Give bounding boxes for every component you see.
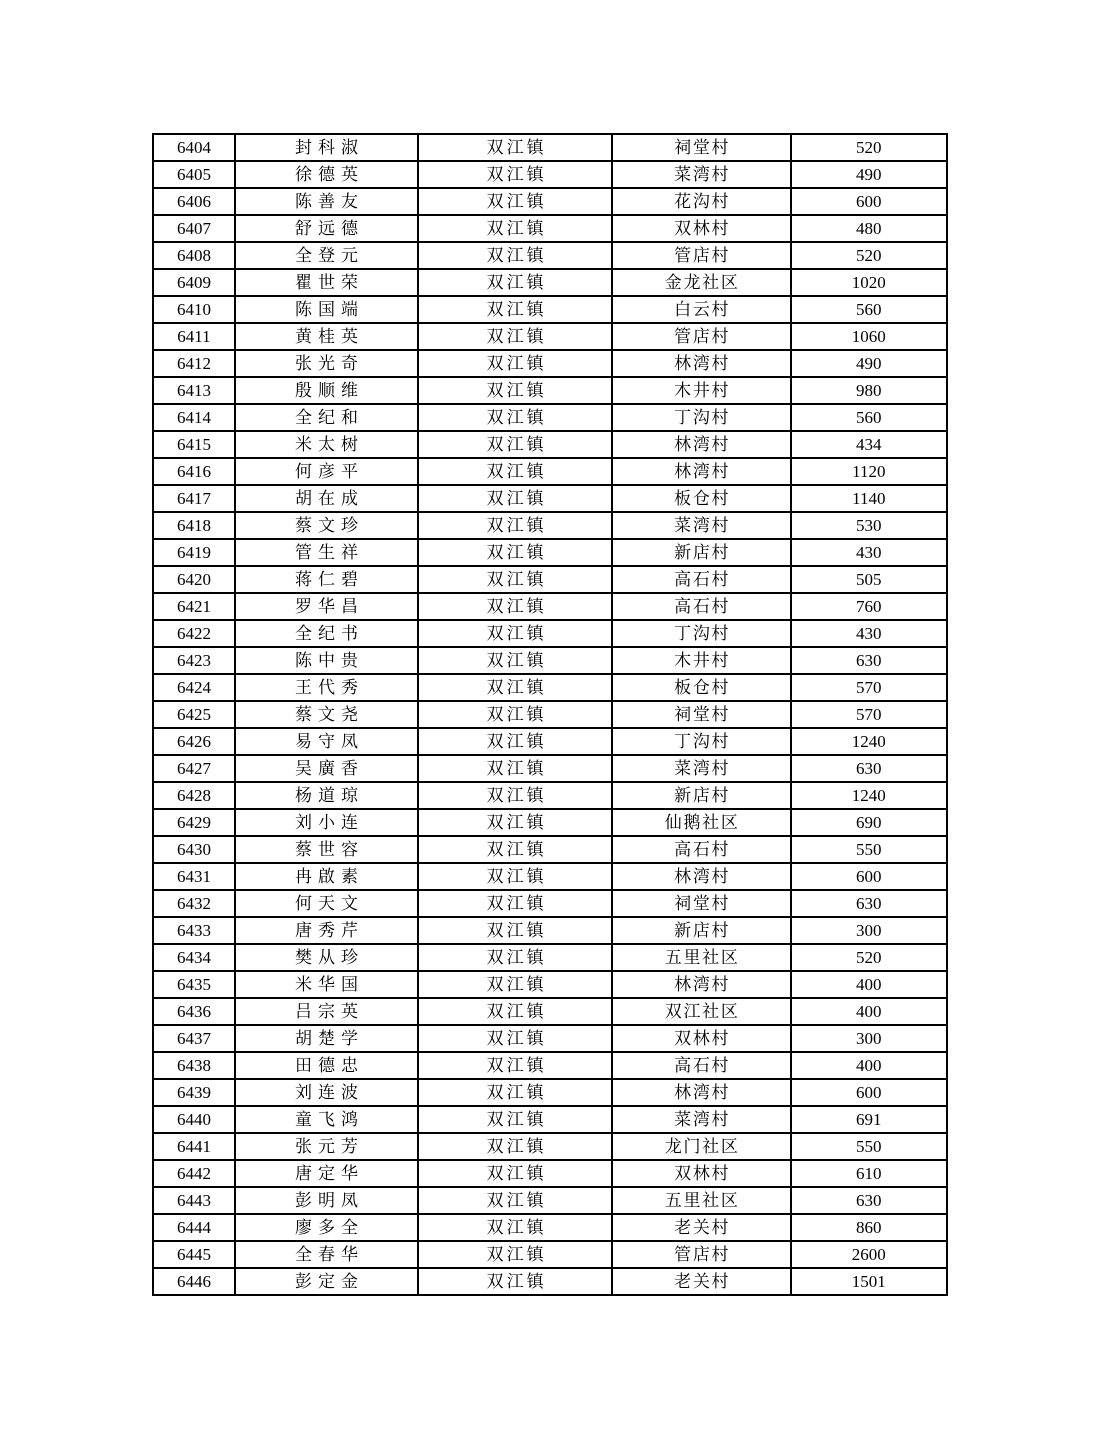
cell-name: 刘连波 bbox=[235, 1079, 418, 1106]
cell-serial: 6441 bbox=[153, 1133, 235, 1160]
cell-town: 双江镇 bbox=[418, 1241, 612, 1268]
cell-serial: 6411 bbox=[153, 323, 235, 350]
cell-serial: 6439 bbox=[153, 1079, 235, 1106]
cell-serial: 6409 bbox=[153, 269, 235, 296]
cell-serial: 6425 bbox=[153, 701, 235, 728]
cell-name: 封科淑 bbox=[235, 134, 418, 161]
cell-village: 白云村 bbox=[612, 296, 790, 323]
cell-town: 双江镇 bbox=[418, 431, 612, 458]
table-row bbox=[153, 350, 947, 377]
table-row bbox=[153, 1106, 947, 1133]
cell-serial: 6404 bbox=[153, 134, 235, 161]
table-row bbox=[153, 593, 947, 620]
cell-amount: 630 bbox=[791, 890, 947, 917]
cell-town: 双江镇 bbox=[418, 836, 612, 863]
cell-serial: 6436 bbox=[153, 998, 235, 1025]
cell-amount: 520 bbox=[791, 134, 947, 161]
cell-town: 双江镇 bbox=[418, 1268, 612, 1295]
cell-town: 双江镇 bbox=[418, 620, 612, 647]
cell-town: 双江镇 bbox=[418, 188, 612, 215]
cell-village: 新店村 bbox=[612, 917, 790, 944]
cell-serial: 6428 bbox=[153, 782, 235, 809]
cell-village: 丁沟村 bbox=[612, 404, 790, 431]
cell-serial: 6440 bbox=[153, 1106, 235, 1133]
cell-name: 张元芳 bbox=[235, 1133, 418, 1160]
table-row bbox=[153, 215, 947, 242]
cell-village: 五里社区 bbox=[612, 1187, 790, 1214]
cell-serial: 6412 bbox=[153, 350, 235, 377]
cell-village: 林湾村 bbox=[612, 431, 790, 458]
cell-name: 吴廣香 bbox=[235, 755, 418, 782]
cell-name: 瞿世荣 bbox=[235, 269, 418, 296]
cell-village: 新店村 bbox=[612, 539, 790, 566]
table-row bbox=[153, 728, 947, 755]
table-row bbox=[153, 566, 947, 593]
cell-amount: 691 bbox=[791, 1106, 947, 1133]
cell-town: 双江镇 bbox=[418, 350, 612, 377]
cell-amount: 600 bbox=[791, 188, 947, 215]
cell-amount: 560 bbox=[791, 296, 947, 323]
cell-town: 双江镇 bbox=[418, 296, 612, 323]
cell-village: 双林村 bbox=[612, 1025, 790, 1052]
cell-name: 全登元 bbox=[235, 242, 418, 269]
cell-amount: 980 bbox=[791, 377, 947, 404]
table-row bbox=[153, 1187, 947, 1214]
cell-name: 蔡文尧 bbox=[235, 701, 418, 728]
cell-village: 板仓村 bbox=[612, 674, 790, 701]
cell-serial: 6416 bbox=[153, 458, 235, 485]
table-row bbox=[153, 917, 947, 944]
table-row bbox=[153, 755, 947, 782]
cell-serial: 6424 bbox=[153, 674, 235, 701]
cell-name: 唐定华 bbox=[235, 1160, 418, 1187]
cell-serial: 6406 bbox=[153, 188, 235, 215]
cell-town: 双江镇 bbox=[418, 998, 612, 1025]
table-row bbox=[153, 512, 947, 539]
cell-amount: 300 bbox=[791, 917, 947, 944]
cell-amount: 600 bbox=[791, 863, 947, 890]
table-row bbox=[153, 296, 947, 323]
cell-village: 菜湾村 bbox=[612, 512, 790, 539]
cell-village: 新店村 bbox=[612, 782, 790, 809]
cell-serial: 6429 bbox=[153, 809, 235, 836]
cell-name: 蒋仁碧 bbox=[235, 566, 418, 593]
table-row bbox=[153, 809, 947, 836]
cell-name: 米太树 bbox=[235, 431, 418, 458]
cell-village: 老关村 bbox=[612, 1214, 790, 1241]
cell-town: 双江镇 bbox=[418, 647, 612, 674]
cell-name: 陈善友 bbox=[235, 188, 418, 215]
table-row bbox=[153, 1214, 947, 1241]
cell-village: 木井村 bbox=[612, 377, 790, 404]
cell-name: 陈国端 bbox=[235, 296, 418, 323]
table-row bbox=[153, 1025, 947, 1052]
cell-village: 管店村 bbox=[612, 323, 790, 350]
table-row bbox=[153, 782, 947, 809]
cell-amount: 570 bbox=[791, 701, 947, 728]
cell-serial: 6421 bbox=[153, 593, 235, 620]
table-row bbox=[153, 242, 947, 269]
cell-town: 双江镇 bbox=[418, 1214, 612, 1241]
table-row bbox=[153, 863, 947, 890]
cell-amount: 630 bbox=[791, 755, 947, 782]
cell-amount: 1060 bbox=[791, 323, 947, 350]
cell-amount: 520 bbox=[791, 242, 947, 269]
cell-village: 双林村 bbox=[612, 1160, 790, 1187]
cell-town: 双江镇 bbox=[418, 134, 612, 161]
cell-village: 木井村 bbox=[612, 647, 790, 674]
cell-village: 林湾村 bbox=[612, 863, 790, 890]
cell-village: 管店村 bbox=[612, 242, 790, 269]
table-row bbox=[153, 431, 947, 458]
table-row bbox=[153, 1160, 947, 1187]
table-row bbox=[153, 485, 947, 512]
cell-serial: 6445 bbox=[153, 1241, 235, 1268]
table-row bbox=[153, 674, 947, 701]
cell-town: 双江镇 bbox=[418, 701, 612, 728]
cell-town: 双江镇 bbox=[418, 566, 612, 593]
cell-name: 彭明凤 bbox=[235, 1187, 418, 1214]
cell-name: 王代秀 bbox=[235, 674, 418, 701]
cell-village: 管店村 bbox=[612, 1241, 790, 1268]
cell-name: 廖多全 bbox=[235, 1214, 418, 1241]
cell-name: 唐秀芹 bbox=[235, 917, 418, 944]
cell-town: 双江镇 bbox=[418, 1106, 612, 1133]
cell-village: 仙鹅社区 bbox=[612, 809, 790, 836]
table-row bbox=[153, 269, 947, 296]
cell-name: 田德忠 bbox=[235, 1052, 418, 1079]
table-body bbox=[153, 134, 947, 1295]
cell-town: 双江镇 bbox=[418, 242, 612, 269]
cell-amount: 1140 bbox=[791, 485, 947, 512]
cell-name: 蔡世容 bbox=[235, 836, 418, 863]
cell-name: 张光奇 bbox=[235, 350, 418, 377]
cell-serial: 6419 bbox=[153, 539, 235, 566]
records-table bbox=[152, 133, 948, 1296]
cell-amount: 480 bbox=[791, 215, 947, 242]
table-row bbox=[153, 836, 947, 863]
cell-town: 双江镇 bbox=[418, 917, 612, 944]
cell-town: 双江镇 bbox=[418, 377, 612, 404]
cell-town: 双江镇 bbox=[418, 1160, 612, 1187]
cell-amount: 490 bbox=[791, 350, 947, 377]
cell-serial: 6443 bbox=[153, 1187, 235, 1214]
cell-town: 双江镇 bbox=[418, 674, 612, 701]
cell-name: 何彦平 bbox=[235, 458, 418, 485]
cell-serial: 6427 bbox=[153, 755, 235, 782]
cell-amount: 1501 bbox=[791, 1268, 947, 1295]
cell-village: 双林村 bbox=[612, 215, 790, 242]
cell-amount: 1020 bbox=[791, 269, 947, 296]
cell-town: 双江镇 bbox=[418, 944, 612, 971]
cell-town: 双江镇 bbox=[418, 971, 612, 998]
cell-town: 双江镇 bbox=[418, 1052, 612, 1079]
cell-village: 高石村 bbox=[612, 593, 790, 620]
cell-town: 双江镇 bbox=[418, 458, 612, 485]
cell-amount: 430 bbox=[791, 620, 947, 647]
cell-village: 老关村 bbox=[612, 1268, 790, 1295]
cell-name: 何天文 bbox=[235, 890, 418, 917]
cell-amount: 2600 bbox=[791, 1241, 947, 1268]
cell-serial: 6413 bbox=[153, 377, 235, 404]
cell-name: 全春华 bbox=[235, 1241, 418, 1268]
cell-village: 林湾村 bbox=[612, 458, 790, 485]
cell-village: 林湾村 bbox=[612, 971, 790, 998]
cell-town: 双江镇 bbox=[418, 755, 612, 782]
cell-serial: 6438 bbox=[153, 1052, 235, 1079]
cell-serial: 6426 bbox=[153, 728, 235, 755]
cell-town: 双江镇 bbox=[418, 323, 612, 350]
table-row bbox=[153, 971, 947, 998]
table-row bbox=[153, 539, 947, 566]
cell-amount: 400 bbox=[791, 998, 947, 1025]
cell-serial: 6433 bbox=[153, 917, 235, 944]
cell-serial: 6446 bbox=[153, 1268, 235, 1295]
cell-town: 双江镇 bbox=[418, 404, 612, 431]
cell-amount: 560 bbox=[791, 404, 947, 431]
cell-town: 双江镇 bbox=[418, 1133, 612, 1160]
cell-name: 杨道琼 bbox=[235, 782, 418, 809]
cell-name: 黄桂英 bbox=[235, 323, 418, 350]
cell-name: 殷顺维 bbox=[235, 377, 418, 404]
cell-serial: 6407 bbox=[153, 215, 235, 242]
cell-amount: 530 bbox=[791, 512, 947, 539]
cell-village: 龙门社区 bbox=[612, 1133, 790, 1160]
cell-serial: 6410 bbox=[153, 296, 235, 323]
cell-village: 菜湾村 bbox=[612, 1106, 790, 1133]
cell-town: 双江镇 bbox=[418, 1025, 612, 1052]
cell-name: 冉啟素 bbox=[235, 863, 418, 890]
cell-village: 高石村 bbox=[612, 566, 790, 593]
cell-serial: 6414 bbox=[153, 404, 235, 431]
cell-name: 胡楚学 bbox=[235, 1025, 418, 1052]
cell-town: 双江镇 bbox=[418, 485, 612, 512]
cell-town: 双江镇 bbox=[418, 269, 612, 296]
cell-amount: 520 bbox=[791, 944, 947, 971]
cell-amount: 570 bbox=[791, 674, 947, 701]
cell-town: 双江镇 bbox=[418, 215, 612, 242]
cell-amount: 400 bbox=[791, 1052, 947, 1079]
cell-amount: 300 bbox=[791, 1025, 947, 1052]
cell-town: 双江镇 bbox=[418, 512, 612, 539]
cell-village: 丁沟村 bbox=[612, 728, 790, 755]
table-row bbox=[153, 1133, 947, 1160]
cell-name: 米华国 bbox=[235, 971, 418, 998]
cell-name: 胡在成 bbox=[235, 485, 418, 512]
cell-name: 陈中贵 bbox=[235, 647, 418, 674]
cell-serial: 6435 bbox=[153, 971, 235, 998]
cell-amount: 630 bbox=[791, 1187, 947, 1214]
table-row bbox=[153, 620, 947, 647]
cell-serial: 6431 bbox=[153, 863, 235, 890]
cell-town: 双江镇 bbox=[418, 1079, 612, 1106]
cell-village: 菜湾村 bbox=[612, 755, 790, 782]
cell-village: 高石村 bbox=[612, 1052, 790, 1079]
cell-serial: 6442 bbox=[153, 1160, 235, 1187]
cell-name: 吕宗英 bbox=[235, 998, 418, 1025]
table-row bbox=[153, 1079, 947, 1106]
cell-amount: 1120 bbox=[791, 458, 947, 485]
cell-village: 林湾村 bbox=[612, 1079, 790, 1106]
cell-name: 舒远德 bbox=[235, 215, 418, 242]
cell-amount: 430 bbox=[791, 539, 947, 566]
cell-serial: 6420 bbox=[153, 566, 235, 593]
cell-serial: 6430 bbox=[153, 836, 235, 863]
cell-town: 双江镇 bbox=[418, 809, 612, 836]
table-row bbox=[153, 458, 947, 485]
cell-name: 蔡文珍 bbox=[235, 512, 418, 539]
cell-serial: 6418 bbox=[153, 512, 235, 539]
cell-town: 双江镇 bbox=[418, 863, 612, 890]
cell-serial: 6422 bbox=[153, 620, 235, 647]
cell-town: 双江镇 bbox=[418, 161, 612, 188]
cell-town: 双江镇 bbox=[418, 728, 612, 755]
table-row bbox=[153, 1052, 947, 1079]
cell-town: 双江镇 bbox=[418, 782, 612, 809]
cell-name: 易守凤 bbox=[235, 728, 418, 755]
cell-village: 高石村 bbox=[612, 836, 790, 863]
cell-name: 管生祥 bbox=[235, 539, 418, 566]
cell-serial: 6437 bbox=[153, 1025, 235, 1052]
cell-serial: 6415 bbox=[153, 431, 235, 458]
table-row bbox=[153, 377, 947, 404]
cell-name: 彭定金 bbox=[235, 1268, 418, 1295]
cell-amount: 400 bbox=[791, 971, 947, 998]
cell-amount: 550 bbox=[791, 836, 947, 863]
cell-village: 板仓村 bbox=[612, 485, 790, 512]
cell-town: 双江镇 bbox=[418, 890, 612, 917]
table-row bbox=[153, 323, 947, 350]
cell-serial: 6405 bbox=[153, 161, 235, 188]
cell-serial: 6408 bbox=[153, 242, 235, 269]
table-row bbox=[153, 404, 947, 431]
cell-name: 刘小连 bbox=[235, 809, 418, 836]
table-row bbox=[153, 1241, 947, 1268]
cell-name: 童飞鸿 bbox=[235, 1106, 418, 1133]
cell-amount: 434 bbox=[791, 431, 947, 458]
cell-village: 丁沟村 bbox=[612, 620, 790, 647]
cell-amount: 860 bbox=[791, 1214, 947, 1241]
cell-amount: 1240 bbox=[791, 782, 947, 809]
cell-serial: 6444 bbox=[153, 1214, 235, 1241]
cell-serial: 6434 bbox=[153, 944, 235, 971]
cell-name: 樊从珍 bbox=[235, 944, 418, 971]
cell-amount: 600 bbox=[791, 1079, 947, 1106]
cell-village: 花沟村 bbox=[612, 188, 790, 215]
cell-amount: 630 bbox=[791, 647, 947, 674]
table-row bbox=[153, 701, 947, 728]
cell-village: 金龙社区 bbox=[612, 269, 790, 296]
table-row bbox=[153, 1268, 947, 1295]
cell-amount: 690 bbox=[791, 809, 947, 836]
table-row bbox=[153, 134, 947, 161]
cell-town: 双江镇 bbox=[418, 593, 612, 620]
cell-amount: 550 bbox=[791, 1133, 947, 1160]
table-row bbox=[153, 161, 947, 188]
cell-village: 祠堂村 bbox=[612, 701, 790, 728]
cell-town: 双江镇 bbox=[418, 539, 612, 566]
cell-name: 徐德英 bbox=[235, 161, 418, 188]
cell-amount: 610 bbox=[791, 1160, 947, 1187]
cell-name: 全纪和 bbox=[235, 404, 418, 431]
cell-amount: 505 bbox=[791, 566, 947, 593]
cell-village: 菜湾村 bbox=[612, 161, 790, 188]
cell-village: 林湾村 bbox=[612, 350, 790, 377]
cell-village: 祠堂村 bbox=[612, 134, 790, 161]
cell-serial: 6432 bbox=[153, 890, 235, 917]
cell-amount: 760 bbox=[791, 593, 947, 620]
cell-amount: 1240 bbox=[791, 728, 947, 755]
table-row bbox=[153, 647, 947, 674]
table-row bbox=[153, 890, 947, 917]
cell-village: 双江社区 bbox=[612, 998, 790, 1025]
table-row bbox=[153, 188, 947, 215]
cell-village: 五里社区 bbox=[612, 944, 790, 971]
cell-town: 双江镇 bbox=[418, 1187, 612, 1214]
table-row bbox=[153, 998, 947, 1025]
table-row bbox=[153, 944, 947, 971]
cell-village: 祠堂村 bbox=[612, 890, 790, 917]
cell-name: 罗华昌 bbox=[235, 593, 418, 620]
cell-amount: 490 bbox=[791, 161, 947, 188]
cell-serial: 6417 bbox=[153, 485, 235, 512]
cell-name: 全纪书 bbox=[235, 620, 418, 647]
cell-serial: 6423 bbox=[153, 647, 235, 674]
